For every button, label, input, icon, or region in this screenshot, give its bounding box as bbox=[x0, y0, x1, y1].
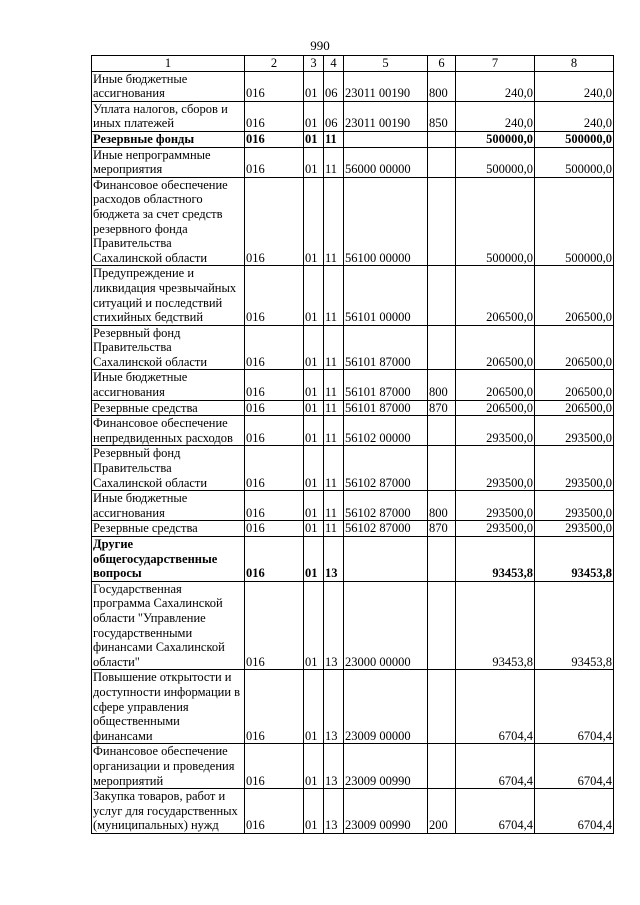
row-name-line: резервного фонда bbox=[93, 221, 188, 236]
row-name bbox=[92, 446, 245, 491]
row-name bbox=[92, 177, 245, 266]
subsection-code-cell: 11 bbox=[324, 491, 344, 521]
section-code-cell: 01 bbox=[304, 416, 324, 446]
row-name-line: Иные бюджетные bbox=[93, 370, 188, 385]
subsection-code-cell: 06 bbox=[324, 101, 344, 131]
row-name bbox=[92, 325, 245, 370]
subsection-code-cell: 11 bbox=[324, 370, 344, 400]
expense-type-cell bbox=[428, 744, 456, 789]
amount-cell: 6704,4 bbox=[456, 744, 535, 789]
row-name-line: программа Сахалинской bbox=[93, 596, 223, 611]
row-name-line: сфере управления bbox=[93, 699, 189, 714]
amount-cell: 500000,0 bbox=[535, 147, 614, 177]
amount-cell: 293500,0 bbox=[535, 416, 614, 446]
table-row bbox=[92, 491, 614, 521]
expense-type-cell bbox=[428, 446, 456, 491]
row-name-line: бюджета за счет средств bbox=[93, 206, 223, 221]
row-name bbox=[92, 744, 245, 789]
budget-table-body bbox=[92, 56, 614, 834]
table-row bbox=[92, 446, 614, 491]
row-name-line: Резервные фонды bbox=[93, 131, 195, 146]
ministry-code-cell: 016 bbox=[245, 101, 304, 131]
ministry-code-cell: 016 bbox=[245, 521, 304, 537]
row-name-line: (муниципальных) нужд bbox=[93, 818, 219, 833]
amount-cell: 6704,4 bbox=[456, 789, 535, 834]
row-name-line: Уплата налогов, сборов и bbox=[93, 101, 228, 116]
target-article-cell: 56100 00000 bbox=[344, 177, 428, 266]
row-name bbox=[92, 400, 245, 416]
row-name-line: Правительства bbox=[93, 236, 172, 251]
amount-cell: 206500,0 bbox=[456, 370, 535, 400]
row-name-line: Сахалинской области bbox=[93, 475, 208, 490]
section-code-cell: 01 bbox=[304, 789, 324, 834]
subsection-code-cell: 11 bbox=[324, 131, 344, 147]
row-name-line: расходов областного bbox=[93, 192, 203, 207]
column-header: 2 bbox=[245, 56, 304, 72]
subsection-code-cell: 11 bbox=[324, 266, 344, 325]
amount-cell: 6704,4 bbox=[535, 670, 614, 744]
table-row bbox=[92, 416, 614, 446]
row-name-line: Иные бюджетные bbox=[93, 491, 188, 506]
table-row bbox=[92, 581, 614, 670]
row-name-line: ассигнования bbox=[93, 385, 165, 400]
row-name-line: Финансовое обеспечение bbox=[93, 177, 228, 192]
row-name-line: Другие bbox=[93, 537, 134, 551]
target-article-cell: 56000 00000 bbox=[344, 147, 428, 177]
column-header: 7 bbox=[456, 56, 535, 72]
table-row bbox=[92, 670, 614, 744]
amount-cell: 6704,4 bbox=[535, 789, 614, 834]
section-code-cell: 01 bbox=[304, 581, 324, 670]
table-row bbox=[92, 370, 614, 400]
expense-type-cell: 870 bbox=[428, 400, 456, 416]
subsection-code-cell: 13 bbox=[324, 789, 344, 834]
row-name-line: услуг для государственных bbox=[93, 803, 238, 818]
row-name bbox=[92, 147, 245, 177]
expense-type-cell bbox=[428, 537, 456, 582]
column-header: 6 bbox=[428, 56, 456, 72]
column-header: 4 bbox=[324, 56, 344, 72]
ministry-code-cell: 016 bbox=[245, 147, 304, 177]
row-name bbox=[92, 416, 245, 446]
table-row bbox=[92, 177, 614, 266]
ministry-code-cell: 016 bbox=[245, 400, 304, 416]
target-article-cell: 23009 00990 bbox=[344, 744, 428, 789]
target-article-cell: 56101 87000 bbox=[344, 370, 428, 400]
subsection-code-cell: 11 bbox=[324, 521, 344, 537]
section-code-cell: 01 bbox=[304, 325, 324, 370]
subsection-code-cell: 13 bbox=[324, 581, 344, 670]
expense-type-cell bbox=[428, 581, 456, 670]
row-name-line: Сахалинской области bbox=[93, 250, 208, 265]
amount-cell: 240,0 bbox=[456, 71, 535, 101]
row-name-line: вопросы bbox=[93, 566, 142, 581]
amount-cell: 500000,0 bbox=[535, 131, 614, 147]
amount-cell: 500000,0 bbox=[535, 177, 614, 266]
expense-type-cell bbox=[428, 147, 456, 177]
amount-cell: 6704,4 bbox=[535, 744, 614, 789]
expense-type-cell bbox=[428, 131, 456, 147]
ministry-code-cell: 016 bbox=[245, 446, 304, 491]
target-article-cell: 56102 00000 bbox=[344, 416, 428, 446]
section-code-cell: 01 bbox=[304, 537, 324, 582]
subsection-code-cell: 06 bbox=[324, 71, 344, 101]
amount-cell: 206500,0 bbox=[456, 400, 535, 416]
expense-type-cell: 800 bbox=[428, 71, 456, 101]
section-code-cell: 01 bbox=[304, 147, 324, 177]
row-name-line: ситуаций и последствий bbox=[93, 295, 223, 310]
section-code-cell: 01 bbox=[304, 266, 324, 325]
amount-cell: 293500,0 bbox=[456, 491, 535, 521]
target-article-cell: 23011 00190 bbox=[344, 101, 428, 131]
row-name-line: мероприятий bbox=[93, 773, 164, 788]
expense-type-cell: 850 bbox=[428, 101, 456, 131]
subsection-code-cell: 11 bbox=[324, 446, 344, 491]
expense-type-cell: 800 bbox=[428, 370, 456, 400]
row-name-line: ассигнования bbox=[93, 86, 165, 101]
row-name-line: Государственная bbox=[93, 581, 182, 596]
target-article-cell: 23009 00000 bbox=[344, 670, 428, 744]
row-name-line: общественными bbox=[93, 714, 180, 729]
row-name-line: финансами Сахалинской bbox=[93, 640, 225, 655]
row-name-line: общегосударственные bbox=[93, 551, 218, 566]
amount-cell: 500000,0 bbox=[456, 131, 535, 147]
table-row bbox=[92, 131, 614, 147]
row-name-line: организации и проведения bbox=[93, 758, 235, 773]
row-name-line: стихийных бедствий bbox=[93, 310, 204, 325]
column-header: 5 bbox=[344, 56, 428, 72]
ministry-code-cell: 016 bbox=[245, 325, 304, 370]
row-name bbox=[92, 266, 245, 325]
row-name bbox=[92, 581, 245, 670]
row-name bbox=[92, 101, 245, 131]
amount-cell: 293500,0 bbox=[456, 446, 535, 491]
row-name-line: государственными bbox=[93, 625, 193, 640]
table-row bbox=[92, 537, 614, 582]
row-name-line: ликвидация чрезвычайных bbox=[93, 280, 237, 295]
expense-type-cell bbox=[428, 670, 456, 744]
row-name-line: Правительства bbox=[93, 340, 172, 355]
ministry-code-cell: 016 bbox=[245, 131, 304, 147]
amount-cell: 206500,0 bbox=[535, 266, 614, 325]
expense-type-cell bbox=[428, 266, 456, 325]
row-name-line: финансами bbox=[93, 728, 153, 743]
section-code-cell: 01 bbox=[304, 670, 324, 744]
amount-cell: 206500,0 bbox=[456, 266, 535, 325]
column-header: 8 bbox=[535, 56, 614, 72]
target-article-cell: 23009 00990 bbox=[344, 789, 428, 834]
table-row bbox=[92, 101, 614, 131]
row-name-line: Повышение открытости и bbox=[93, 670, 232, 685]
row-name-line: области" bbox=[93, 654, 140, 669]
ministry-code-cell: 016 bbox=[245, 370, 304, 400]
target-article-cell bbox=[344, 131, 428, 147]
row-name-line: непредвиденных расходов bbox=[93, 430, 233, 445]
subsection-code-cell: 11 bbox=[324, 325, 344, 370]
amount-cell: 93453,8 bbox=[456, 537, 535, 582]
expense-type-cell: 200 bbox=[428, 789, 456, 834]
row-name-line: Резервные средства bbox=[93, 521, 198, 536]
row-name-line: Финансовое обеспечение bbox=[93, 744, 228, 759]
amount-cell: 6704,4 bbox=[456, 670, 535, 744]
row-name-line: области "Управление bbox=[93, 610, 206, 625]
ministry-code-cell: 016 bbox=[245, 71, 304, 101]
row-name bbox=[92, 491, 245, 521]
amount-cell: 293500,0 bbox=[535, 521, 614, 537]
target-article-cell: 56102 87000 bbox=[344, 521, 428, 537]
table-row bbox=[92, 744, 614, 789]
row-name-line: Сахалинской области bbox=[93, 354, 208, 369]
ministry-code-cell: 016 bbox=[245, 491, 304, 521]
subsection-code-cell: 11 bbox=[324, 400, 344, 416]
target-article-cell: 56101 87000 bbox=[344, 325, 428, 370]
amount-cell: 500000,0 bbox=[456, 177, 535, 266]
amount-cell: 240,0 bbox=[535, 71, 614, 101]
budget-table bbox=[91, 55, 614, 834]
amount-cell: 206500,0 bbox=[535, 400, 614, 416]
expense-type-cell bbox=[428, 177, 456, 266]
row-name bbox=[92, 71, 245, 101]
target-article-cell bbox=[344, 537, 428, 582]
table-header-row bbox=[92, 56, 614, 72]
subsection-code-cell: 11 bbox=[324, 177, 344, 266]
amount-cell: 500000,0 bbox=[456, 147, 535, 177]
section-code-cell: 01 bbox=[304, 101, 324, 131]
amount-cell: 93453,8 bbox=[456, 581, 535, 670]
section-code-cell: 01 bbox=[304, 370, 324, 400]
target-article-cell: 56102 87000 bbox=[344, 491, 428, 521]
table-row bbox=[92, 400, 614, 416]
row-name-line: Иные бюджетные bbox=[93, 71, 188, 86]
section-code-cell: 01 bbox=[304, 521, 324, 537]
expense-type-cell bbox=[428, 416, 456, 446]
table-row bbox=[92, 266, 614, 325]
column-header: 3 bbox=[304, 56, 324, 72]
section-code-cell: 01 bbox=[304, 744, 324, 789]
row-name-line: Резервный фонд bbox=[93, 325, 181, 340]
amount-cell: 93453,8 bbox=[535, 537, 614, 582]
amount-cell: 293500,0 bbox=[456, 416, 535, 446]
expense-type-cell: 870 bbox=[428, 521, 456, 537]
subsection-code-cell: 13 bbox=[324, 537, 344, 582]
section-code-cell: 01 bbox=[304, 446, 324, 491]
row-name-line: Правительства bbox=[93, 461, 172, 476]
row-name-line: Резервный фонд bbox=[93, 446, 181, 461]
expense-type-cell: 800 bbox=[428, 491, 456, 521]
expense-type-cell bbox=[428, 325, 456, 370]
ministry-code-cell: 016 bbox=[245, 266, 304, 325]
row-name-line: Закупка товаров, работ и bbox=[93, 789, 226, 804]
ministry-code-cell: 016 bbox=[245, 177, 304, 266]
target-article-cell: 56101 87000 bbox=[344, 400, 428, 416]
section-code-cell: 01 bbox=[304, 71, 324, 101]
row-name-line: Иные непрограммные bbox=[93, 147, 211, 162]
section-code-cell: 01 bbox=[304, 131, 324, 147]
section-code-cell: 01 bbox=[304, 400, 324, 416]
ministry-code-cell: 016 bbox=[245, 581, 304, 670]
subsection-code-cell: 11 bbox=[324, 147, 344, 177]
column-header: 1 bbox=[92, 56, 245, 72]
target-article-cell: 56101 00000 bbox=[344, 266, 428, 325]
row-name-line: Предупреждение и bbox=[93, 266, 195, 281]
table-row bbox=[92, 789, 614, 834]
ministry-code-cell: 016 bbox=[245, 416, 304, 446]
ministry-code-cell: 016 bbox=[245, 744, 304, 789]
table-row bbox=[92, 325, 614, 370]
target-article-cell: 23000 00000 bbox=[344, 581, 428, 670]
subsection-code-cell: 11 bbox=[324, 416, 344, 446]
amount-cell: 240,0 bbox=[535, 101, 614, 131]
amount-cell: 206500,0 bbox=[535, 370, 614, 400]
subsection-code-cell: 13 bbox=[324, 670, 344, 744]
amount-cell: 206500,0 bbox=[456, 325, 535, 370]
row-name bbox=[92, 537, 245, 582]
ministry-code-cell: 016 bbox=[245, 537, 304, 582]
row-name-line: Финансовое обеспечение bbox=[93, 416, 228, 431]
row-name-line: мероприятия bbox=[93, 162, 163, 177]
amount-cell: 293500,0 bbox=[535, 491, 614, 521]
target-article-cell: 56102 87000 bbox=[344, 446, 428, 491]
amount-cell: 93453,8 bbox=[535, 581, 614, 670]
row-name-line: ассигнования bbox=[93, 505, 165, 520]
row-name bbox=[92, 521, 245, 537]
subsection-code-cell: 13 bbox=[324, 744, 344, 789]
ministry-code-cell: 016 bbox=[245, 789, 304, 834]
section-code-cell: 01 bbox=[304, 177, 324, 266]
row-name bbox=[92, 789, 245, 834]
table-row bbox=[92, 521, 614, 537]
amount-cell: 206500,0 bbox=[535, 325, 614, 370]
page-number: 990 bbox=[310, 38, 330, 53]
row-name-line: Резервные средства bbox=[93, 400, 198, 415]
row-name bbox=[92, 370, 245, 400]
row-name-line: доступности информации в bbox=[93, 684, 241, 699]
row-name-line: иных платежей bbox=[93, 116, 175, 131]
amount-cell: 293500,0 bbox=[535, 446, 614, 491]
table-row bbox=[92, 71, 614, 101]
ministry-code-cell: 016 bbox=[245, 670, 304, 744]
row-name bbox=[92, 131, 245, 147]
target-article-cell: 23011 00190 bbox=[344, 71, 428, 101]
section-code-cell: 01 bbox=[304, 491, 324, 521]
amount-cell: 240,0 bbox=[456, 101, 535, 131]
amount-cell: 293500,0 bbox=[456, 521, 535, 537]
row-name bbox=[92, 670, 245, 744]
table-row bbox=[92, 147, 614, 177]
